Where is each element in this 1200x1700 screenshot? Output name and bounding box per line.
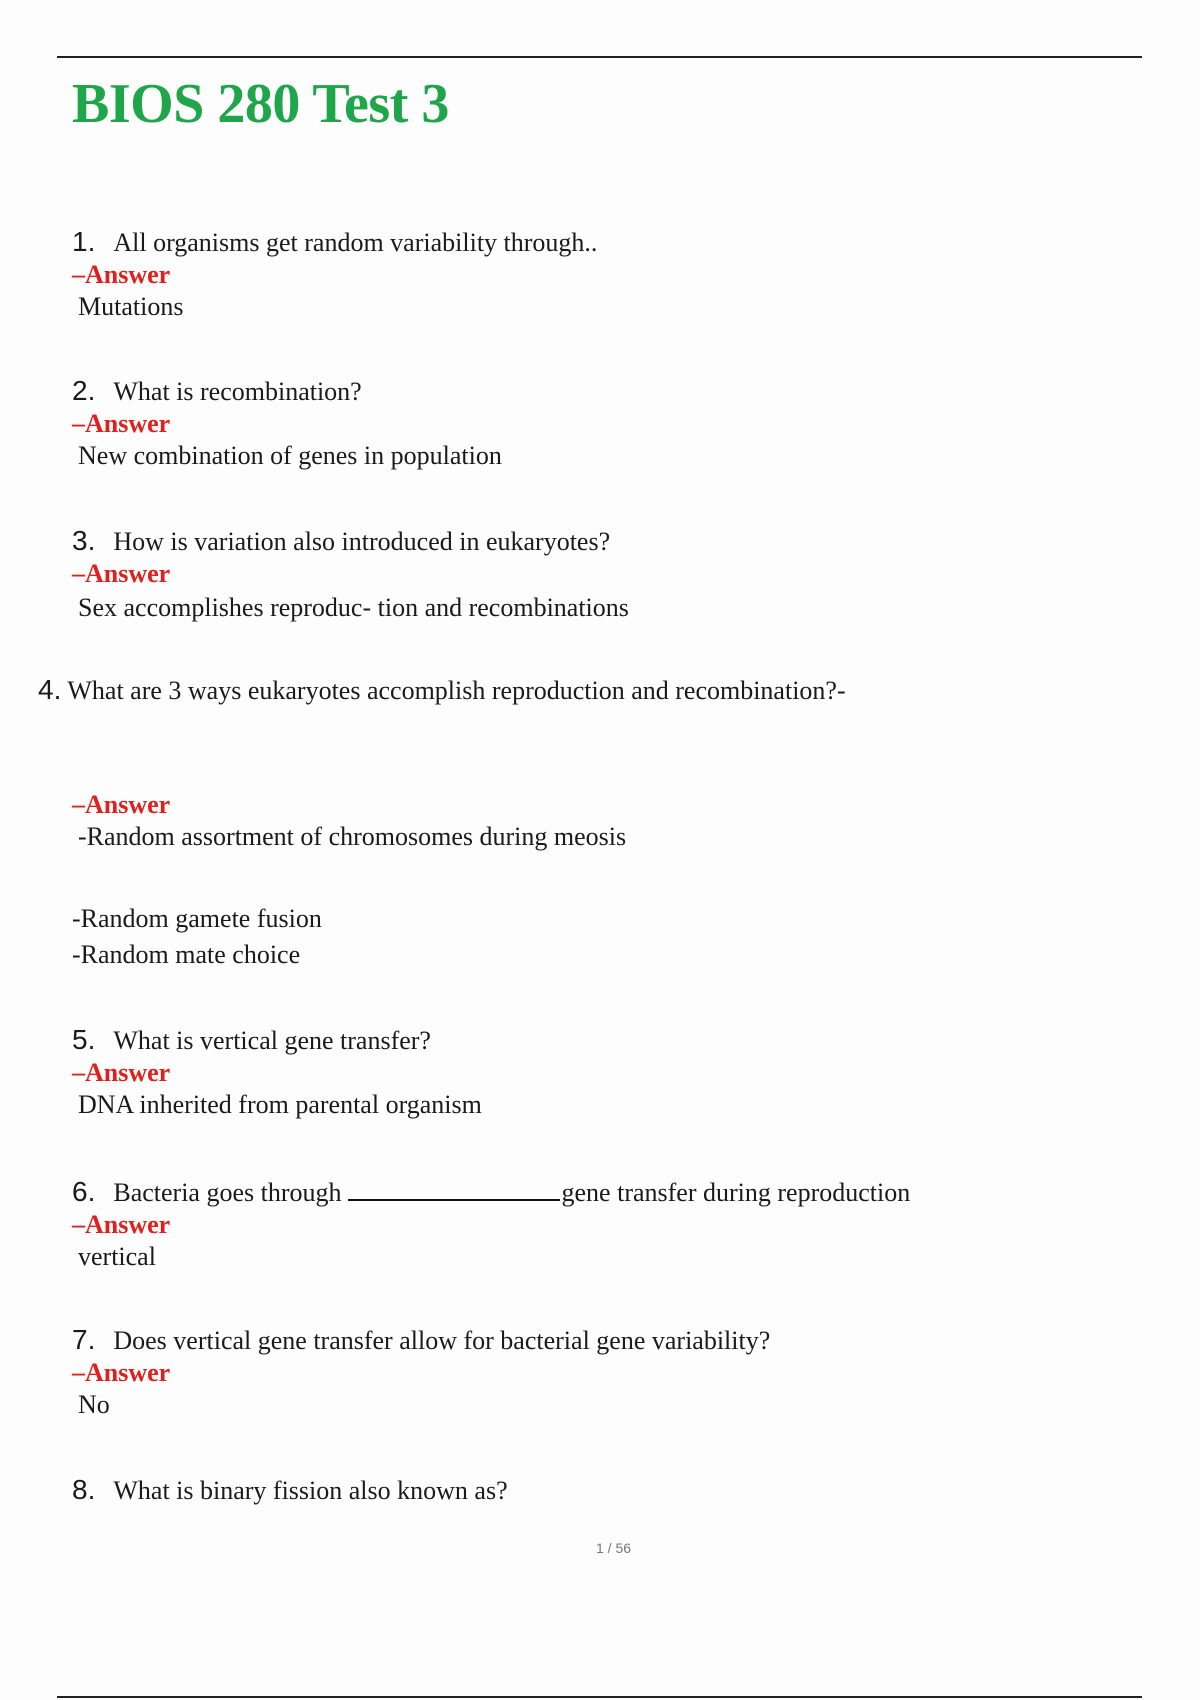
question-text: What is recombination? xyxy=(113,377,362,406)
question-text: All organisms get random variability through.. xyxy=(113,228,598,257)
question-7 xyxy=(72,1324,770,1421)
question-text: What is vertical gene transfer? xyxy=(113,1026,431,1055)
answer-label: –Answer xyxy=(72,559,171,588)
question-3 xyxy=(72,525,629,624)
top-rule xyxy=(57,56,1142,58)
question-4-answer xyxy=(72,789,626,853)
answer-text: Sex accomplishes reproduc- tion and recombinations xyxy=(78,593,629,622)
question-2 xyxy=(72,375,502,472)
answer-text: New combination of genes in population xyxy=(78,441,502,470)
answer-label: –Answer xyxy=(72,1210,171,1239)
answer-text: Mutations xyxy=(78,292,184,321)
answer-text: -Random assortment of chromosomes during meosis xyxy=(78,822,627,851)
answer-extra-line: -Random mate choice xyxy=(72,940,301,969)
question-text: Does vertical gene transfer allow for bacterial gene variability? xyxy=(113,1326,771,1355)
answer-text: No xyxy=(78,1390,110,1419)
question-text: What are 3 ways eukaryotes accomplish reproduction and recombination?- xyxy=(67,676,846,705)
answer-label: –Answer xyxy=(72,1358,171,1387)
answer-label: –Answer xyxy=(72,790,171,819)
page-indicator: 1 / 56 xyxy=(595,1540,632,1556)
question-number: 8. xyxy=(72,1474,96,1505)
question-8 xyxy=(72,1474,508,1507)
answer-label: –Answer xyxy=(72,1058,171,1087)
question-4 xyxy=(38,674,846,707)
question-text-before: Bacteria goes through xyxy=(113,1178,342,1207)
question-text: How is variation also introduced in eukaryotes? xyxy=(113,527,611,556)
question-number: 3. xyxy=(72,525,96,556)
question-5 xyxy=(72,1024,482,1121)
question-number: 2. xyxy=(72,375,96,406)
fill-in-blank xyxy=(348,1175,560,1201)
question-number: 4. xyxy=(38,674,62,705)
answer-label: –Answer xyxy=(72,409,171,438)
page-title: BIOS 280 Test 3 xyxy=(72,73,449,135)
answer-text: DNA inherited from parental organism xyxy=(78,1090,482,1119)
question-text: What is binary fission also known as? xyxy=(113,1476,508,1505)
question-number: 5. xyxy=(72,1024,96,1055)
answer-text: vertical xyxy=(78,1242,156,1271)
answer-extra-line: -Random gamete fusion xyxy=(72,904,322,933)
question-number: 6. xyxy=(72,1176,96,1207)
question-text-after: gene transfer during reproduction xyxy=(561,1178,911,1207)
question-1 xyxy=(72,226,597,323)
bottom-rule xyxy=(57,1696,1142,1698)
question-6 xyxy=(72,1175,910,1273)
question-number: 1. xyxy=(72,226,96,257)
answer-label: –Answer xyxy=(72,260,171,289)
question-number: 7. xyxy=(72,1324,96,1355)
